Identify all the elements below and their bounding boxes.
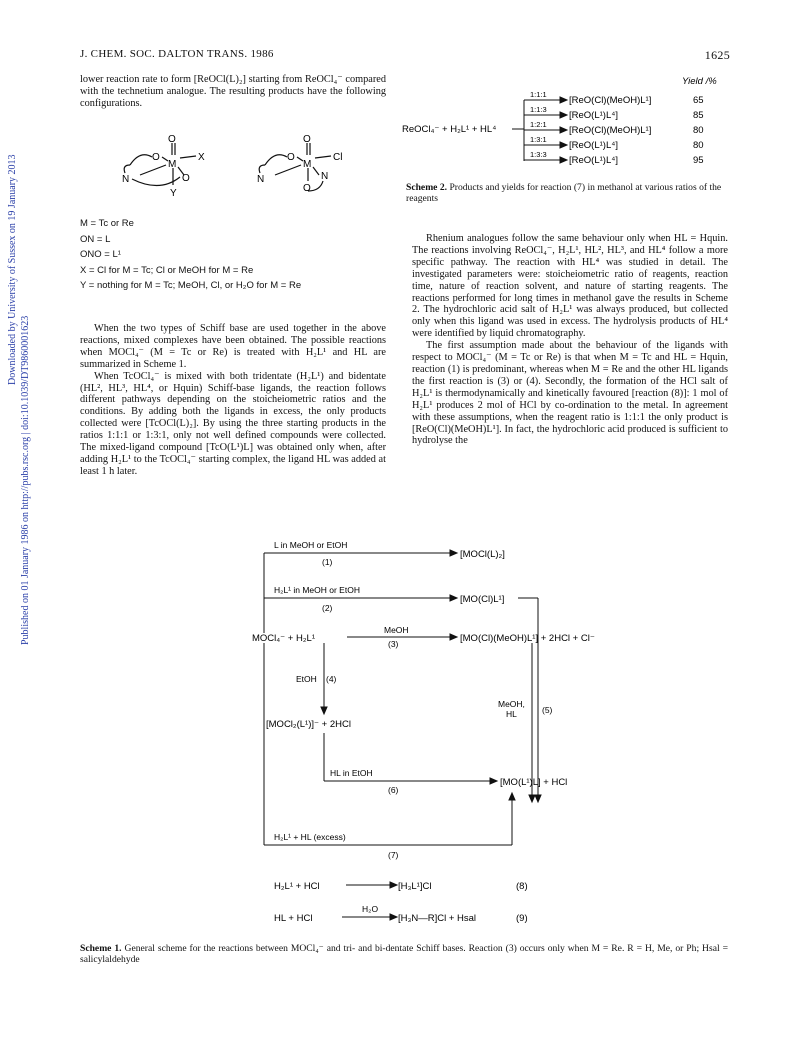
struct-right-o1: O bbox=[287, 152, 295, 163]
scheme2-yield-header: Yield /% bbox=[682, 76, 717, 87]
page-number: 1625 bbox=[704, 48, 730, 62]
struct-left-x: X bbox=[198, 152, 205, 163]
r4-label: EtOH bbox=[296, 674, 317, 684]
struct-left-o3: O bbox=[182, 173, 190, 184]
eq8-right: [H₃L¹]Cl bbox=[398, 881, 432, 892]
left-intro bbox=[80, 74, 386, 110]
download-notice-line2[interactable]: Published on 01 January 1986 on http://pubs.rsc.org | doi:10.1039/DT9860001623 bbox=[20, 315, 31, 645]
definition-item: M = Tc or Re bbox=[80, 218, 134, 229]
structure-diagrams bbox=[110, 135, 370, 215]
scheme2-row bbox=[530, 90, 704, 106]
scheme2-ratio: 1:1:3 bbox=[530, 105, 547, 114]
scheme2-yield: 80 bbox=[693, 140, 704, 151]
r1-product: [MOCl(L)₂] bbox=[460, 549, 505, 560]
r5-label-2: HL bbox=[506, 709, 517, 719]
right-para-2: The first assumption made about the behaviour of the ligands with respect to MOCl₄⁻ (M = Tc or Re) is that when M = Tc and HL = Hquin, reaction (1) is predominant, whereas when M = Re and the other HL ligands the first reaction is (3) or (4). Secondly, the formation of the HCl salt of H₂L¹ is thermodynamically and kinetically favoured [reaction (8)]: 1 mol of H₂L¹ produces 2 mol of HCl by co-ordination to the metal. In agreement with these assumptions, when the reagent ratio is 1:1:1 the only product is [ReO(Cl)(MeOH)L¹]. In fact, the hydrochloric acid produced is sufficient to hydrolyse the bbox=[412, 340, 728, 447]
struct-right-cl: Cl bbox=[333, 152, 343, 163]
scheme1-caption-label: Scheme 1. bbox=[80, 943, 122, 954]
left-body bbox=[80, 323, 386, 478]
scheme2-ratio: 1:3:3 bbox=[530, 150, 547, 159]
scheme1-caption-text: General scheme for the reactions between MOCl₄⁻ and tri- and bi-dentate Schiff bases. Reaction (3) occurs only when M = Re. R = H, Me, or Ph; Hsal = salicylaldehyde bbox=[80, 943, 728, 965]
definition-item: X = Cl for M = Tc; Cl or MeOH for M = Re bbox=[80, 264, 254, 276]
r5-label-1: MeOH, bbox=[498, 699, 525, 709]
scheme-1-caption bbox=[80, 943, 728, 965]
definitions-list bbox=[80, 216, 301, 294]
scheme2-row bbox=[530, 105, 704, 121]
scheme2-product: [ReO(Cl)(MeOH)L¹] bbox=[569, 95, 652, 106]
scheme2-yield: 65 bbox=[693, 95, 704, 106]
definition-item: ONO = L¹ bbox=[80, 249, 121, 260]
scheme2-product: [ReO(Cl)(MeOH)L¹] bbox=[569, 125, 652, 136]
struct-right-n1: N bbox=[257, 174, 265, 185]
scheme2-caption-text: Products and yields for reaction (7) in methanol at various ratios of the reagents bbox=[406, 182, 722, 204]
left-para-1: When the two types of Schiff base are used together in the above reactions, mixed complexes have been obtained. The possible reactions when MOCl₄⁻ (M = Tc or Re) is treated with H₂L¹ and HL are summarized in Scheme 1. bbox=[80, 323, 386, 370]
running-header: J. CHEM. SOC. DALTON TRANS. 1986 bbox=[80, 48, 274, 60]
r2-label: H₂L¹ in MeOH or EtOH bbox=[274, 585, 360, 595]
r4-num: (4) bbox=[326, 674, 337, 684]
r3-label: MeOH bbox=[384, 625, 409, 635]
scheme2-product: [ReO(L¹)L⁴] bbox=[569, 140, 618, 151]
scheme2-reactant: ReOCl₄⁻ + H₂L¹ + HL⁴ bbox=[402, 124, 497, 135]
scheme-2-caption bbox=[406, 182, 728, 204]
definition-item: ON = L bbox=[80, 233, 111, 245]
scheme2-yield: 80 bbox=[693, 125, 704, 136]
scheme2-yield: 85 bbox=[693, 110, 704, 121]
download-notice-line1[interactable]: Downloaded by University of Sussex on 19 January 2013 bbox=[7, 154, 18, 385]
eq9-num: (9) bbox=[516, 913, 528, 924]
right-body bbox=[412, 233, 728, 447]
scheme2-caption-label: Scheme 2. bbox=[406, 182, 448, 193]
r6-num: (6) bbox=[388, 785, 399, 795]
r1-label: L in MeOH or EtOH bbox=[274, 540, 348, 550]
right-para-1: Rhenium analogues follow the same behaviour only when HL = Hquin. The reactions involving ReOCl₄⁻, H₂L¹, HL², HL³, and HL⁴ follow a more specific pathway. The reaction with HL⁴ was studied in detail. The investigated parameters were: stoicheiometric ratio of reagents, reaction time, nature of reaction solvent, and nature of starting reagents. The reactions performed for long times in methanol gave the results in Scheme 2. The hydrochloric acid salt of H₂L¹ was always produced, but collected only when this ligand was used in excess. The hydrolysis products of HL⁴ were identified by liquid chromatography. bbox=[412, 233, 728, 340]
r7-label: H₂L¹ + HL (excess) bbox=[274, 832, 346, 842]
struct-left-o2: O bbox=[168, 135, 176, 145]
scheme2-ratio: 1:1:1 bbox=[530, 90, 547, 99]
r3-num: (3) bbox=[388, 639, 399, 649]
scheme2-row bbox=[530, 135, 704, 151]
left-para-2: When TcOCl₄⁻ is mixed with both tridentate (H₂L¹) and bidentate (HL², HL³, HL⁴, or Hquin) Schiff-base ligands, the reaction follows different pathways depending on the stoicheiometric ratios and the conditions. By adding both the ligands in excess, the only products collected were [TcOCl(L)₂]. By using the three starting products in the ratios 1:1:1 or 1:3:1, only not well defined compounds were collected. The mixed-ligand compound [TcO(L¹)L] was obtained only when, after adding H₂L¹ to the TcOCl₄⁻ starting complex, the ligand HL was added at least 1 h later. bbox=[80, 370, 386, 477]
struct-right-o3: O bbox=[303, 183, 311, 194]
r4-product: [MOCl₂(L¹)]⁻ + 2HCl bbox=[266, 719, 351, 730]
r3-product: [MO(Cl)(MeOH)L¹] + 2HCl + Cl⁻ bbox=[460, 633, 595, 644]
eq8-left: H₂L¹ + HCl bbox=[274, 881, 320, 892]
eq9-left: HL + HCl bbox=[274, 913, 313, 924]
scheme2-row bbox=[530, 120, 704, 136]
r7-num: (7) bbox=[388, 850, 399, 860]
eq9-over: H₂O bbox=[362, 904, 379, 914]
download-notice bbox=[3, 154, 31, 645]
struct-left-o1: O bbox=[152, 152, 160, 163]
eq9-right: [H₃N—R]Cl + Hsal bbox=[398, 913, 477, 924]
scheme2-ratio: 1:2:1 bbox=[530, 120, 547, 129]
r6-product: [MO(L¹)L] + HCl bbox=[500, 777, 568, 788]
r2-num: (2) bbox=[322, 603, 333, 613]
definition-item: Y = nothing for M = Tc; MeOH, Cl, or H₂O for M = Re bbox=[80, 280, 302, 291]
struct-right-o2: O bbox=[303, 135, 311, 145]
intro-text: lower reaction rate to form [ReOCl(L)₂] starting from ReOCl₄⁻ compared with the technetium analogue. The resulting products have the following configurations. bbox=[80, 74, 386, 109]
struct-right-m: M bbox=[303, 159, 312, 170]
struct-left-m: M bbox=[168, 159, 177, 170]
struct-left-y: Y bbox=[170, 188, 177, 199]
scheme2-product: [ReO(L¹)L⁴] bbox=[569, 110, 618, 121]
eq8-num: (8) bbox=[516, 881, 528, 892]
r5-num: (5) bbox=[542, 705, 553, 715]
scheme2-product: [ReO(L¹)L⁴] bbox=[569, 155, 618, 166]
scheme2-row bbox=[530, 150, 704, 166]
r2-product: [MO(Cl)L¹] bbox=[460, 594, 505, 605]
struct-left-n: N bbox=[122, 174, 130, 185]
r1-num: (1) bbox=[322, 557, 333, 567]
scheme2-ratio: 1:3:1 bbox=[530, 135, 547, 144]
structure-right bbox=[259, 143, 331, 191]
struct-right-n2: N bbox=[321, 171, 329, 182]
scheme2-yield: 95 bbox=[693, 155, 704, 166]
scheme1-start: MOCl₄⁻ + H₂L¹ bbox=[252, 633, 315, 644]
r6-label: HL in EtOH bbox=[330, 768, 373, 778]
scheme-1-diagram bbox=[250, 535, 730, 935]
scheme-2-diagram bbox=[400, 70, 730, 180]
